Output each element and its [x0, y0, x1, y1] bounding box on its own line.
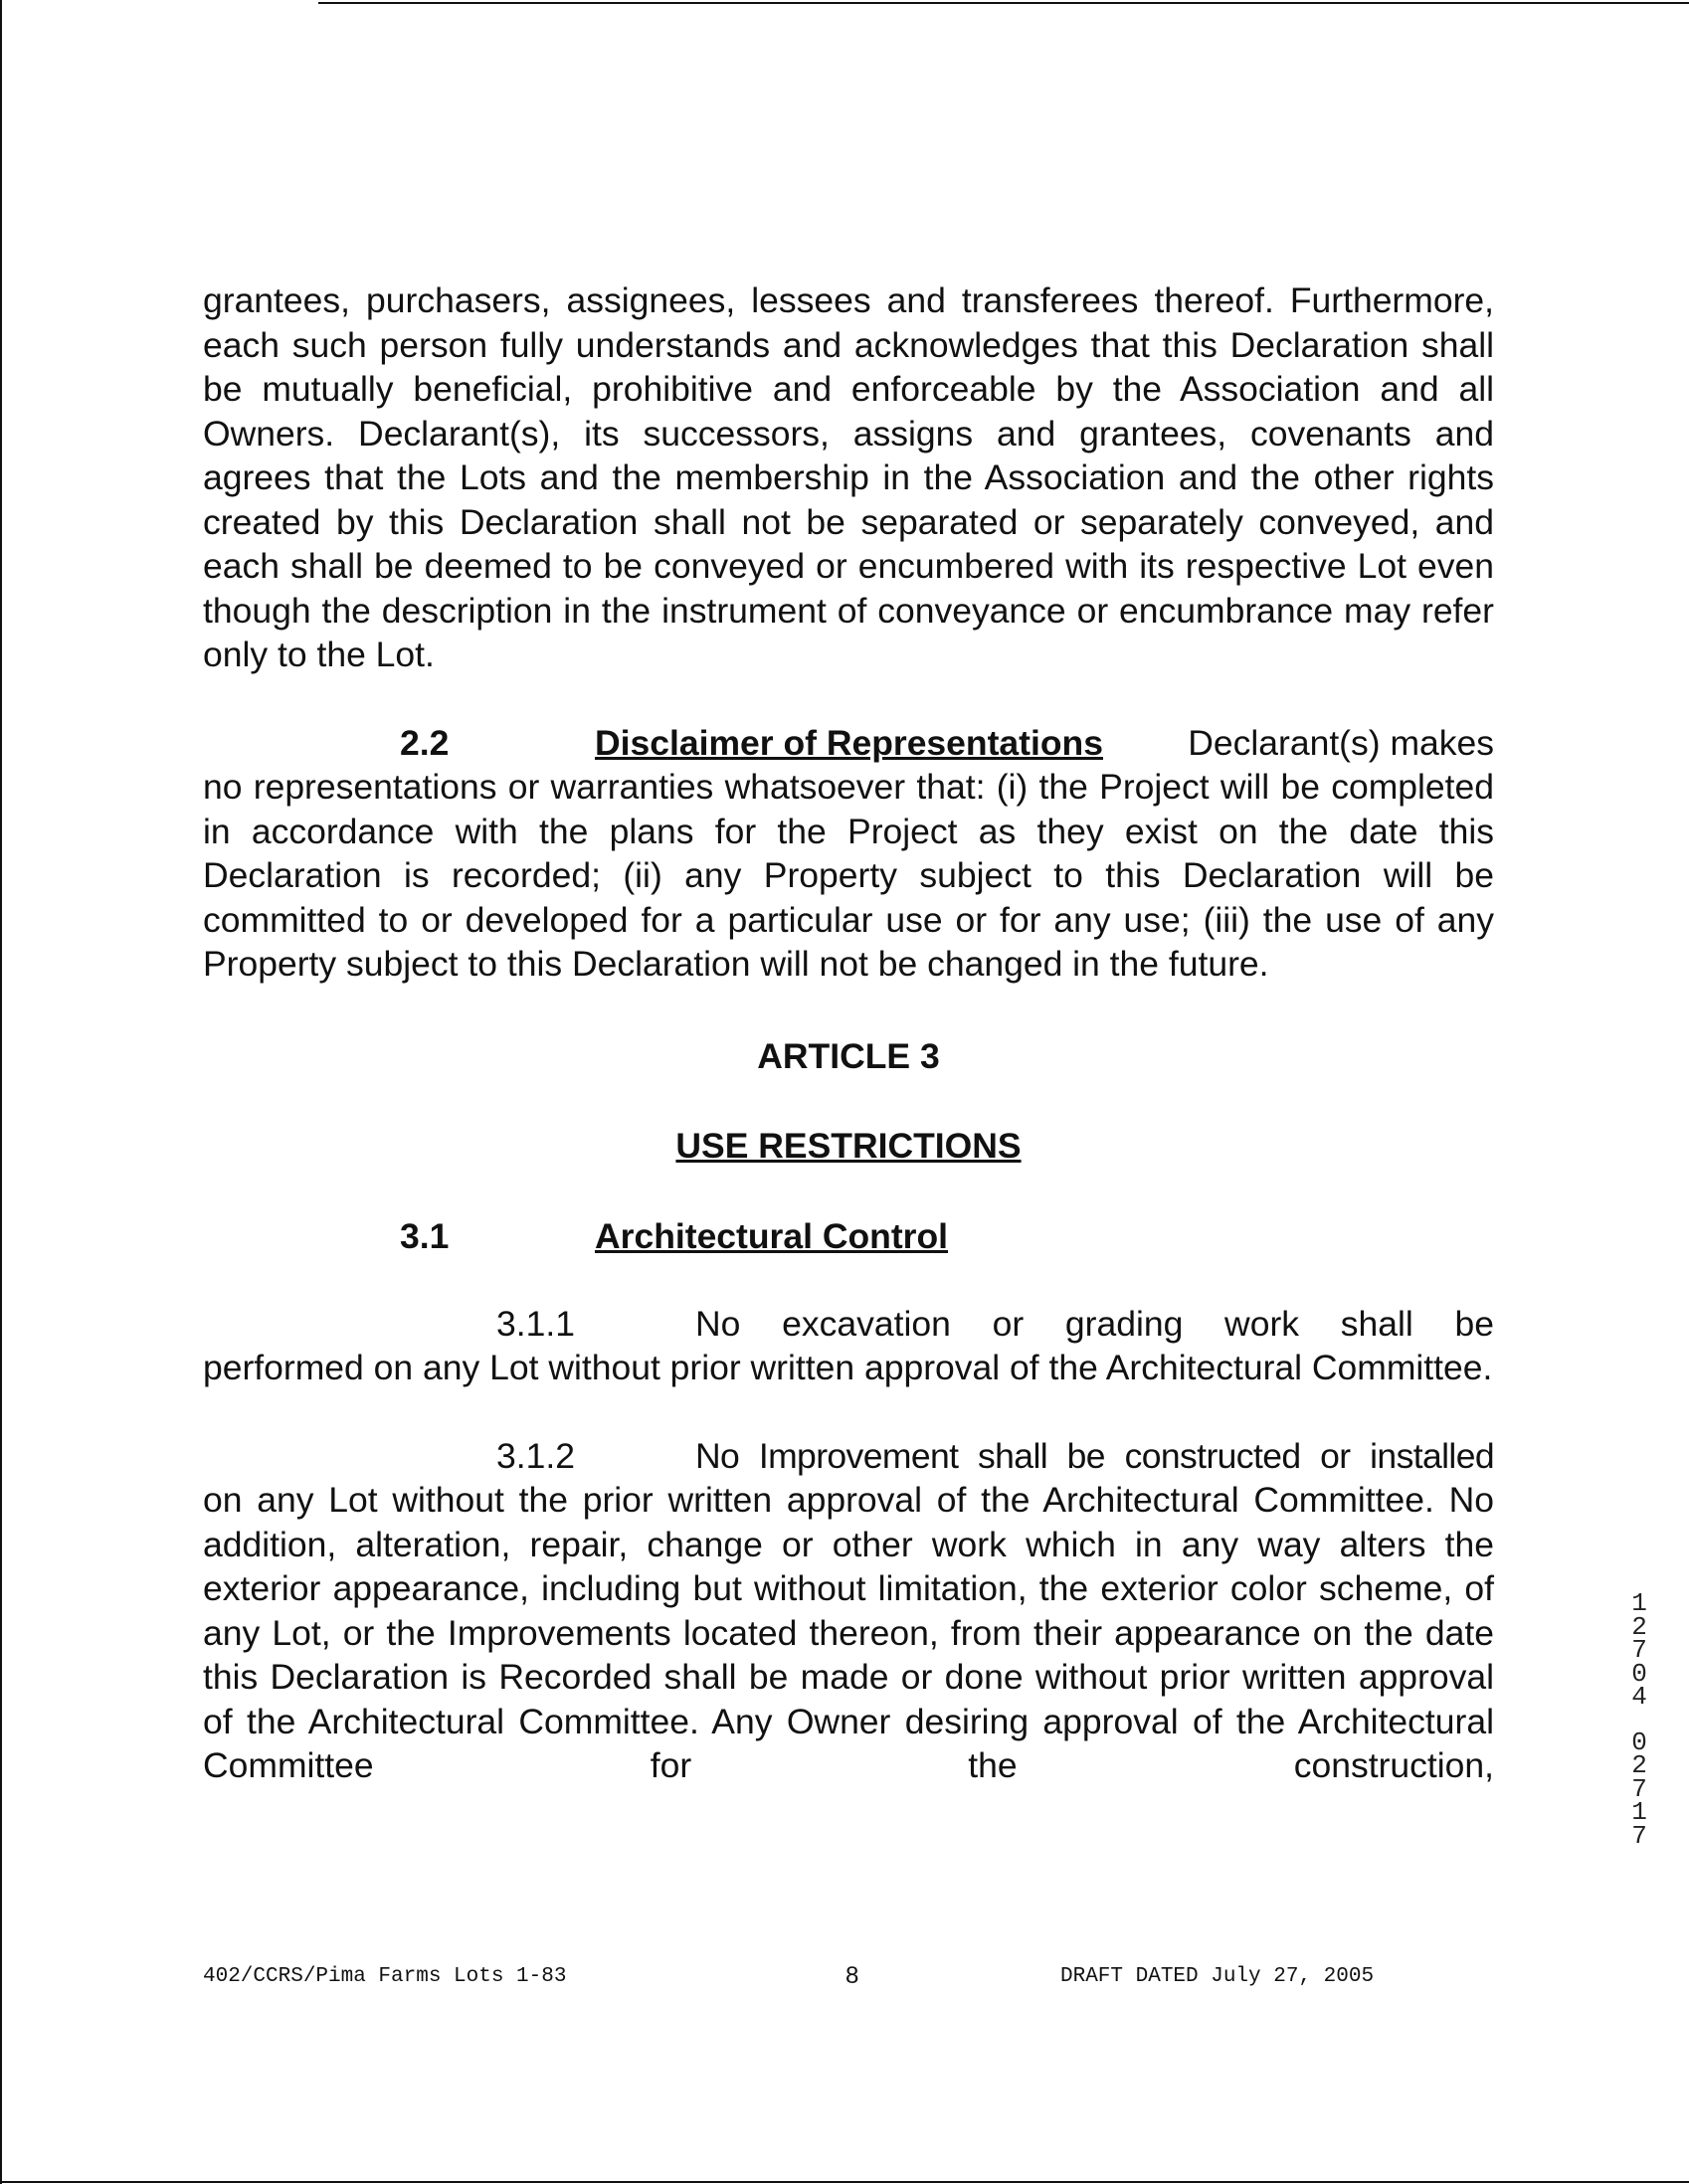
stamp-digit: 4: [1631, 1682, 1647, 1712]
document-body: [203, 278, 1494, 1788]
section-2-2: [203, 721, 1494, 987]
stamp-digit: 2: [1631, 1750, 1647, 1780]
article-title: USE RESTRICTIONS: [675, 1126, 1022, 1166]
footer-draft-date: DRAFT DATED July 27, 2005: [1060, 1965, 1375, 1988]
subsection-3-1-1-number: 3.1.1: [496, 1303, 575, 1344]
section-2-2-text-first: Declarant(s) makes: [1188, 722, 1494, 763]
stamp-digit: 7: [1631, 1635, 1647, 1665]
section-3-1-number: 3.1: [400, 1215, 450, 1256]
stamp-digit: 0: [1631, 1727, 1647, 1757]
subsection-3-1-1: [203, 1302, 1494, 1390]
scan-bottom-edge: [0, 2181, 1689, 2183]
paragraph-continuation: grantees, purchasers, assignees, lessees and transferees thereof. Furthermore, each such person fully understands and acknowledges that this Declaration shall be mutually beneficial, prohibitive and enforceable by the Association and all Owners. Declarant(s), its successors, assigns and grantees, covenants and agrees that the Lots and the membership in the Association and the other rights created by this Declaration shall not be separated or separately conveyed, and each shall be deemed to be conveyed or encumbered with its respective Lot even though the description in the instrument of conveyance or encumbrance may refer only to the Lot.: [203, 280, 1494, 674]
subsection-3-1-2-text-first: No Improvement shall be constructed or installed: [695, 1435, 1494, 1476]
stamp-digit: 1: [1631, 1797, 1647, 1827]
subsection-3-1-2: [203, 1434, 1494, 1788]
recording-stamp: [1627, 1588, 1651, 1851]
subsection-3-1-1-text-first: No excavation or grading work shall be: [695, 1303, 1494, 1344]
stamp-digit: 7: [1631, 1773, 1647, 1804]
section-2-2-title: Disclaimer of Representations: [595, 722, 1103, 763]
subsection-3-1-1-first-line: [695, 1302, 1494, 1347]
subsection-3-1-2-text: on any Lot without the prior written approval of the Architectural Committee. No addition, alteration, repair, change or other work which in any way alters the exterior appearance, including but without limitation, the exterior color scheme, of any Lot, or the Improvements located thereon, from their appearance on the date this Declaration is Recorded shall be made or done without prior written approval of the Architectural Committee. Any Owner desiring approval of the Architectural Committee for the construction,: [203, 1480, 1494, 1785]
section-2-2-number: 2.2: [400, 722, 450, 763]
section-3-1: [203, 1214, 1494, 1258]
subsection-3-1-2-number: 3.1.2: [496, 1435, 575, 1476]
footer-doc-ref: 402/CCRS/Pima Farms Lots 1-83: [203, 1965, 567, 1988]
stamp-digit: 2: [1631, 1611, 1647, 1642]
footer-page-number: 8: [845, 1962, 859, 1989]
stamp-digit: 0: [1631, 1658, 1647, 1689]
scan-left-edge: [0, 0, 2, 2184]
scan-top-edge: [318, 2, 1689, 4]
stamp-digit: 1: [1631, 1588, 1647, 1618]
section-3-1-title: Architectural Control: [595, 1215, 949, 1256]
article-label: ARTICLE 3: [757, 1035, 940, 1076]
subsection-3-1-1-text: performed on any Lot without prior written approval of the Architectural Committee.: [203, 1348, 1493, 1387]
section-2-2-text: no representations or warranties whatsoever that: (i) the Project will be completed in accordance with the plans for the Project as they exist on the date this Declaration is recorded; (ii) any Property subject to this Declaration will be committed to or developed for a particular use or for any use; (iii) the use of any Property subject to this Declaration will not be changed in the future.: [203, 767, 1494, 984]
stamp-digit: 7: [1631, 1820, 1647, 1851]
subsection-3-1-2-first-line: [695, 1434, 1494, 1479]
